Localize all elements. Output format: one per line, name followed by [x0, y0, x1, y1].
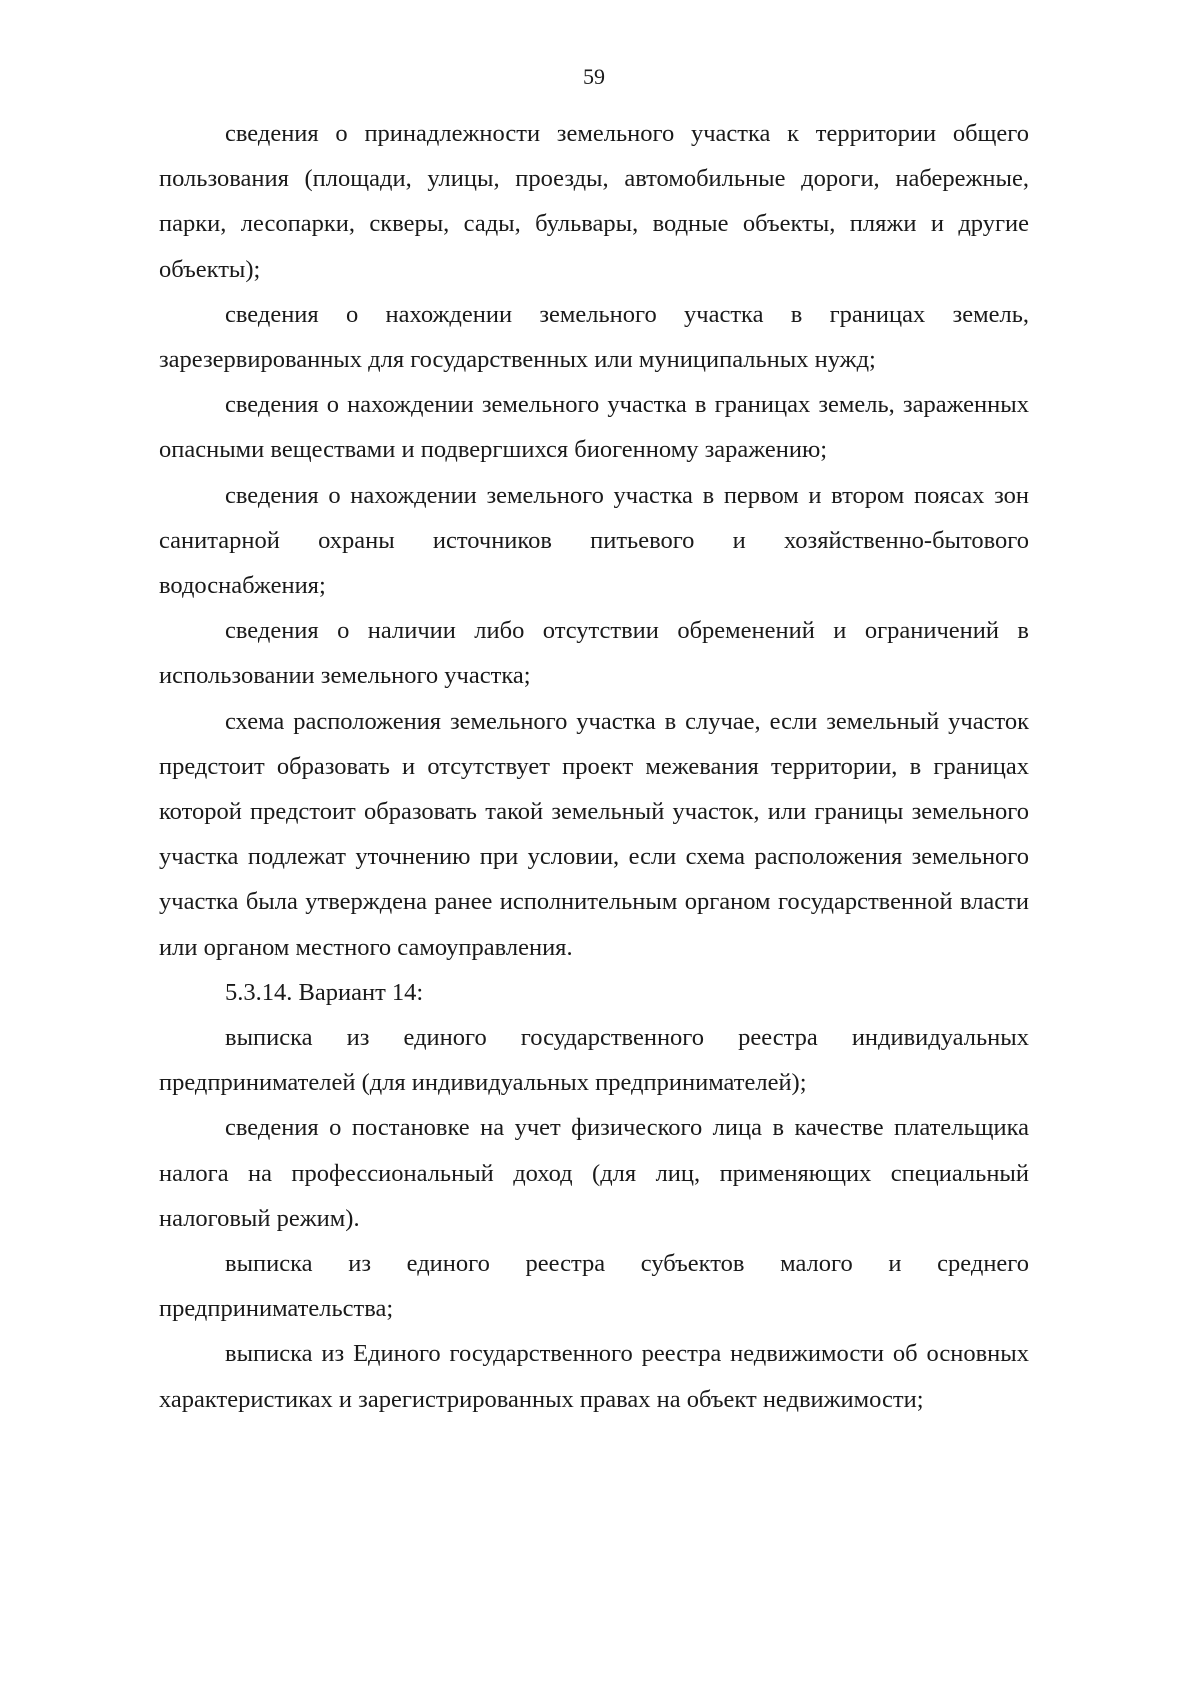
paragraph-encumbrances: сведения о наличии либо отсутствии обременений и ограничений в использовании земельного участка; [159, 617, 1029, 690]
paragraph-reserved-lands: сведения о нахождении земельного участка в границах земель, зарезервированных для государственных или муниципальных нужд; [159, 300, 1029, 374]
section-heading-variant-14: 5.3.14. Вариант 14: [225, 978, 424, 1006]
paragraph-layout-scheme: схема расположения земельного участка в случае, если земельный участок предстоит образовать и отсутствует проект межевания территории, в границах которой предстоит образовать такой земельный участок, или границы земельного участка подлежат уточнению при условии, если схема расположения земельного участка была утверждена ранее исполнительным органом государственной власти или органом местного самоуправления. [159, 707, 1029, 961]
paragraph-sme-register-extract: выписка из единого реестра субъектов малого и среднего предпринимательства; [159, 1250, 1029, 1323]
paragraph-sanitary-zones: сведения о нахождении земельного участка в первом и втором поясах зон санитарной охраны источников питьевого и хозяйственно-бытового водоснабжения; [159, 481, 1029, 600]
document-body [159, 111, 1029, 1422]
page-number: 59 [583, 64, 605, 89]
paragraph-egrip-extract: выписка из единого государственного реестра индивидуальных предпринимателей (для индивидуальных предпринимателей); [159, 1024, 1029, 1097]
paragraph-egrn-extract: выписка из Единого государственного реестра недвижимости об основных характеристиках и зарегистрированных правах на объект недвижимости; [159, 1340, 1029, 1413]
paragraph-contaminated-lands: сведения о нахождении земельного участка в границах земель, зараженных опасными веществами и подвергшихся биогенному заражению; [159, 391, 1029, 464]
paragraph-self-employed-registration: сведения о постановке на учет физического лица в качестве плательщика налога на профессиональный доход (для лиц, применяющих специальный налоговый режим). [159, 1114, 1029, 1232]
paragraph-public-use-territory: сведения о принадлежности земельного участка к территории общего пользования (площади, улицы, проезды, автомобильные дороги, набережные, парки, лесопарки, скверы, сады, бульвары, водные объекты, пляжи и другие объекты); [159, 120, 1029, 283]
